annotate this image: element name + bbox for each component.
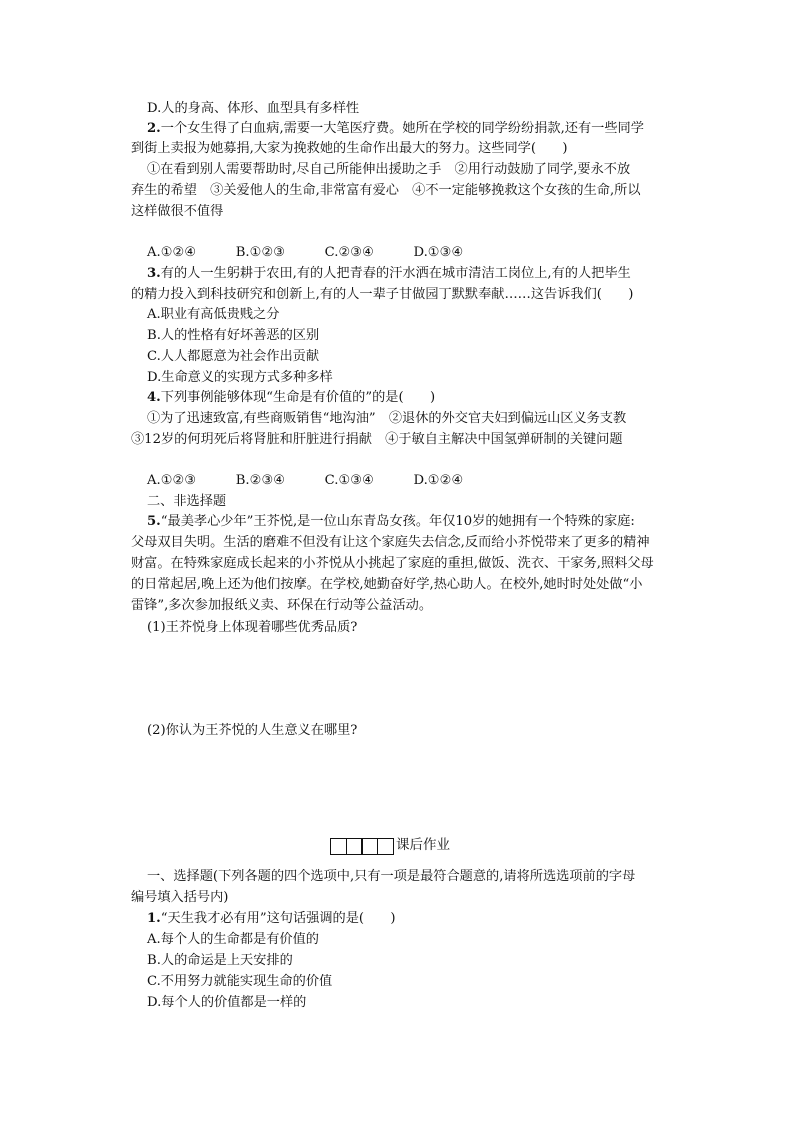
text-line-q5c [131, 554, 654, 574]
text-line-hq1B [147, 951, 293, 971]
text-line-hq1D [147, 993, 306, 1013]
text-line-q3C [147, 347, 319, 367]
text-line-hq1A [147, 930, 319, 950]
line-text: C.人人都愿意为社会作出贡献 [147, 349, 320, 364]
line-text: 下列事例能够体现“生命是有价值的”的是( ) [160, 390, 436, 405]
line-text: 财富。在特殊家庭成长起来的小芥悦从小挑起了家庭的重担,做饭、洗衣、干家务,照料父母 [131, 556, 654, 571]
text-line-q5a [147, 512, 635, 532]
text-line-q3B [147, 326, 319, 346]
section-title: 课后作业 [396, 837, 450, 853]
question-number: 4. [147, 390, 161, 405]
text-line-q5s2 [147, 721, 357, 741]
title-box [330, 838, 347, 855]
line-text: 二、非选择题 [147, 494, 227, 509]
line-text: 的精力投入到科技研究和创新上,有的人一辈子甘做园丁默默奉献……这告诉我们( ) [131, 287, 634, 302]
text-line-q2b [131, 139, 567, 159]
question-number: 1. [147, 911, 161, 926]
text-line-hw1 [147, 867, 635, 887]
line-text: A.职业有高低贵贱之分 [147, 307, 280, 322]
line-text: “最美孝心少年”王芥悦,是一位山东青岛女孩。年仅10岁的她拥有一个特殊的家庭: [160, 514, 635, 529]
text-line-q2d [131, 181, 641, 201]
text-line-q4c [131, 430, 623, 450]
line-text: 雷锋”,多次参加报纸义卖、环保在行动等公益活动。 [131, 598, 433, 613]
line-text: 一个女生得了白血病,需要一大笔医疗费。她所在学校的同学纷纷捐款,还有一些同学 [160, 121, 644, 136]
title-box [346, 838, 363, 855]
question-number: 2. [147, 121, 161, 136]
line-text: B.人的性格有好坏善恶的区别 [147, 328, 320, 343]
line-text: (2)你认为王芥悦的人生意义在哪里? [147, 723, 358, 738]
line-text: D.人的身高、体形、血型具有多样性 [147, 101, 360, 116]
title-box [377, 838, 394, 855]
text-line-q3b [131, 285, 633, 305]
title-box [361, 838, 378, 855]
text-line-q5e [131, 596, 432, 616]
section-title-row [330, 833, 450, 855]
line-text: 一、选择题(下列各题的四个选项中,只有一项是最符合题意的,请将所选选项前的字母 [147, 869, 636, 884]
text-line-hq1 [147, 909, 396, 929]
line-text: 父母双目失明。生活的磨难不但没有让这个家庭失去信念,反而给小芥悦带来了更多的精神 [131, 535, 650, 550]
line-text: ③12岁的何玥死后将肾脏和肝脏进行捐献 ④于敏自主解决中国氢弹研制的关键问题 [131, 432, 623, 447]
text-line-q2e [131, 202, 223, 222]
line-text: A.①②③ B.②③④ C.①③④ D.①②④ [147, 473, 464, 488]
question-number: 5. [147, 514, 161, 529]
line-text: B.人的命运是上天安排的 [147, 953, 293, 968]
text-line-q5b [131, 533, 650, 553]
line-text: “天生我才必有用”这句话强调的是( ) [160, 911, 396, 926]
line-text: 编号填入括号内) [131, 890, 229, 905]
line-text: 这样做很不值得 [131, 204, 224, 219]
text-line-q4opt [147, 471, 463, 491]
text-line-q3a [147, 264, 631, 284]
text-line-q2opt [147, 243, 463, 263]
line-text: 到街上卖报为她募捐,大家为挽救她的生命作出最大的努力。这些同学( ) [131, 141, 568, 156]
line-text: ①为了迅速致富,有些商贩销售“地沟油” ②退休的外交官夫妇到偏远山区义务支教 [147, 411, 627, 426]
text-line-q4a [147, 388, 435, 408]
text-line-hw2 [131, 888, 228, 908]
line-text: 的日常起居,晚上还为他们按摩。在学校,她勤奋好学,热心助人。在校外,她时时处处做“小 [131, 577, 643, 592]
text-line-q5d [131, 575, 642, 595]
line-text: 有的人一生躬耕于农田,有的人把青春的汗水洒在城市清洁工岗位上,有的人把毕生 [160, 266, 631, 281]
line-text: ①在看到别人需要帮助时,尽自己所能伸出援助之手 ②用行动鼓励了同学,要永不放 [147, 162, 631, 177]
question-number: 3. [147, 266, 161, 281]
line-text: D.每个人的价值都是一样的 [147, 995, 307, 1010]
line-text: D.生命意义的实现方式多种多样 [147, 370, 333, 385]
text-line-q2a [147, 119, 644, 139]
line-text: A.①②④ B.①②③ C.②③④ D.①③④ [147, 245, 464, 260]
line-text: C.不用努力就能实现生命的价值 [147, 974, 333, 989]
line-text: (1)王芥悦身上体现着哪些优秀品质? [147, 620, 358, 635]
text-line-q2c [147, 160, 630, 180]
text-line-q5s1 [147, 618, 357, 638]
line-text: A.每个人的生命都是有价值的 [147, 932, 319, 947]
text-line-q4b [147, 409, 626, 429]
text-line-sec2 [147, 492, 226, 512]
text-line-q1d [147, 99, 359, 119]
line-text: 弃生的希望 ③关爱他人的生命,非常富有爱心 ④不一定能够挽救这个女孩的生命,所以 [131, 183, 641, 198]
text-line-q3D [147, 368, 333, 388]
text-line-hq1C [147, 972, 332, 992]
text-line-q3A [147, 305, 279, 325]
